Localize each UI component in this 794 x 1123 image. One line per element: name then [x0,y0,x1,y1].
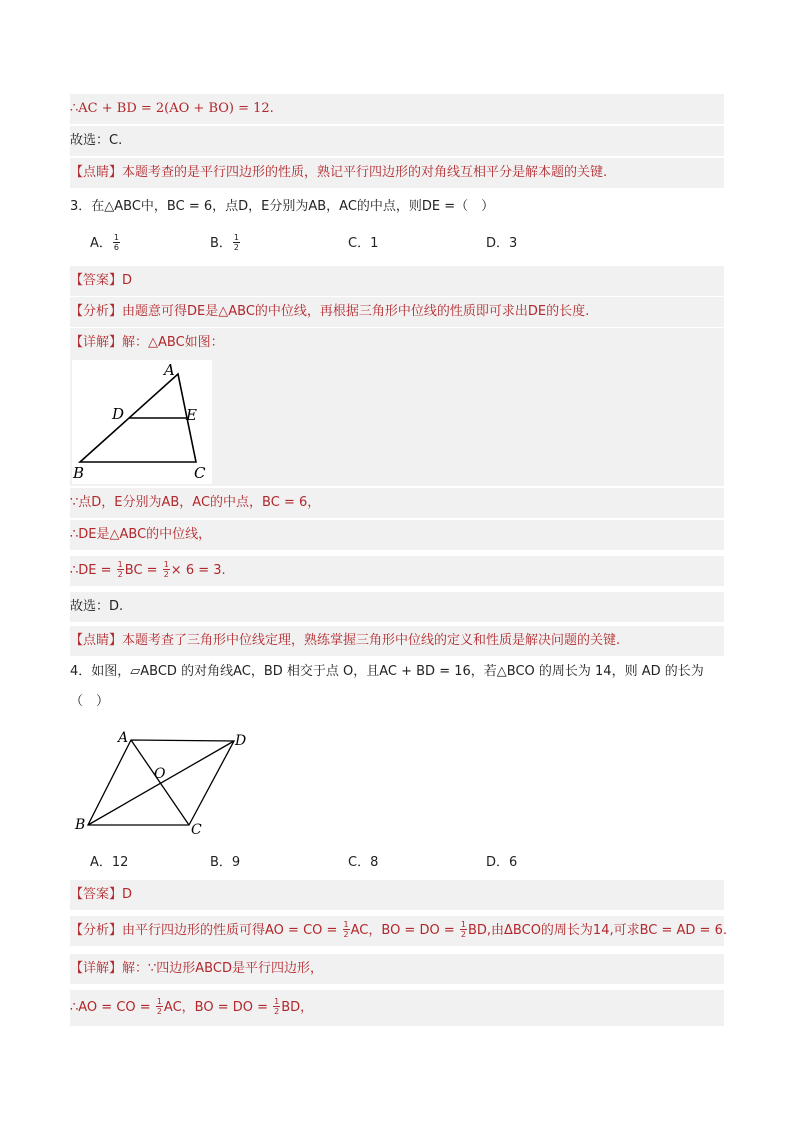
expr-text: × 6 = 3. [170,563,226,578]
comment-tag: 【点睛】 [70,633,123,648]
q4-parallelogram-figure [72,727,262,839]
option-letter: C． [348,855,371,870]
q2-comment-text: 本题考查的是平行四边形的性质，熟记平行四边形的对角线互相平分是解本题的关键. [122,165,608,180]
q2-sum-expression: ∴AC + BD = 2(AO + BO) = 12. [70,94,724,124]
fraction-denominator: 2 [233,243,240,252]
expr-text: ∴AO = CO = [70,1000,151,1015]
label-c: C [191,822,202,838]
option-value: 8 [370,855,379,870]
label-o: O [154,766,166,782]
q3-analysis-row [70,297,724,327]
fraction-numerator: 1 [156,997,162,1006]
expr-text: BC = [124,563,158,578]
q3-analysis-text: 由题意可得DE是△ABC的中位线，再根据三角形中位线的性质即可求出DE的长度. [122,304,590,319]
fraction-denominator: 2 [156,1007,162,1016]
label-a: A [118,730,129,746]
fraction-denominator: 6 [113,243,119,252]
q3-step-3 [70,556,724,586]
fraction [117,560,124,579]
fraction-numerator: 1 [117,560,123,569]
fraction-numerator: 1 [274,997,280,1006]
answer-tag: 【答案】 [70,273,123,288]
label-d: D [112,405,125,423]
q3-option-d [486,229,517,259]
fraction [163,560,170,579]
expr-text: 由平行四边形的性质可得AO = CO = [122,923,338,938]
fraction-denominator: 2 [343,930,349,939]
fraction-numerator: 1 [343,920,349,929]
option-letter: D． [486,236,510,251]
q4-options [70,848,724,878]
analysis-tag: 【分析】 [70,923,123,938]
fraction-denominator: 2 [117,570,123,579]
fraction-denominator: 2 [274,1007,280,1016]
q2-comment-row [70,158,724,188]
fraction-numerator: 1 [163,560,169,569]
q4-detail-intro: 解：∵四边形ABCD是平行四边形， [122,961,323,976]
expr-text: AC，BO = DO = [163,1000,268,1015]
option-letter: B． [210,855,232,870]
expr-text: AC，BO = DO = [350,923,455,938]
q3-comment-text: 本题考查了三角形中位线定理，熟练掌握三角形中位线的定义和性质是解决问题的关键. [122,633,621,648]
fraction [113,233,120,252]
fraction [273,997,280,1016]
fraction-numerator: 1 [233,233,240,242]
label-e: E [186,406,197,424]
q3-comment-row [70,626,724,656]
label-d: D [235,733,247,749]
detail-tag: 【详解】 [70,335,123,350]
expr-text: BD， [281,1000,314,1015]
q4-option-b [210,848,240,878]
q4-stem: 4．如图，▱ABCD 的对角线AC，BD 相交于点 O，且AC + BD = 16，若△BCO 的周长为 14，则 AD 的长为 [70,664,704,679]
option-letter: A． [90,855,112,870]
q3-option-b [210,229,241,259]
option-value: 6 [509,855,518,870]
option-letter: A． [90,236,112,251]
q3-step-2: ∴DE是△ABC的中位线， [70,520,724,550]
q4-option-c [348,848,378,878]
fraction-numerator: 1 [113,233,119,242]
option-letter: B． [210,236,232,251]
q3-options [70,229,724,259]
expr-text: ∴DE = [70,563,112,578]
q4-stem-cont: （ ） [70,694,110,709]
q4-step-1 [70,990,724,1026]
fraction-denominator: 2 [163,570,169,579]
detail-tag: 【详解】 [70,961,123,976]
fraction [233,233,240,252]
q3-option-c [348,229,378,259]
q4-option-a [90,848,128,878]
label-b: B [73,464,85,482]
q3-stem: 3．在△ABC中，BC = 6，点D，E分别为AB，AC的中点，则DE =（ ） [70,199,495,214]
q3-step-1: ∵点D，E分别为AB，AC的中点，BC = 6， [70,488,724,518]
q3-option-a [90,229,121,259]
fraction-numerator: 1 [460,920,466,929]
option-letter: C． [348,236,371,251]
fraction [343,920,350,939]
analysis-tag: 【分析】 [70,304,123,319]
fraction [156,997,163,1016]
label-b: B [75,817,86,833]
comment-tag: 【点睛】 [70,165,123,180]
answer-tag: 【答案】 [70,887,123,902]
option-value: 12 [111,855,129,870]
q4-option-d [486,848,517,878]
option-value: 3 [509,236,518,251]
q4-answer-row [70,880,724,910]
q4-answer: D [122,887,133,902]
q3-choice: 故选：D. [70,592,724,622]
option-value: 1 [370,236,379,251]
q4-analysis-row [70,916,727,946]
q4-detail-row [70,954,724,984]
fraction-denominator: 2 [460,930,466,939]
option-letter: D． [486,855,510,870]
fraction [460,920,467,939]
label-a: A [164,361,175,379]
option-value: 9 [231,855,241,870]
q3-detail-intro: 解：△ABC如图： [122,335,224,350]
q3-detail-row [70,328,724,358]
label-c: C [194,464,206,482]
q3-triangle-figure [72,360,212,484]
q3-answer: D [122,273,133,288]
expr-text: BD,由ΔBCO的周长为14,可求BC = AD = 6. [467,923,727,938]
q2-choice: 故选：C. [70,126,724,156]
q3-answer-row [70,266,724,296]
